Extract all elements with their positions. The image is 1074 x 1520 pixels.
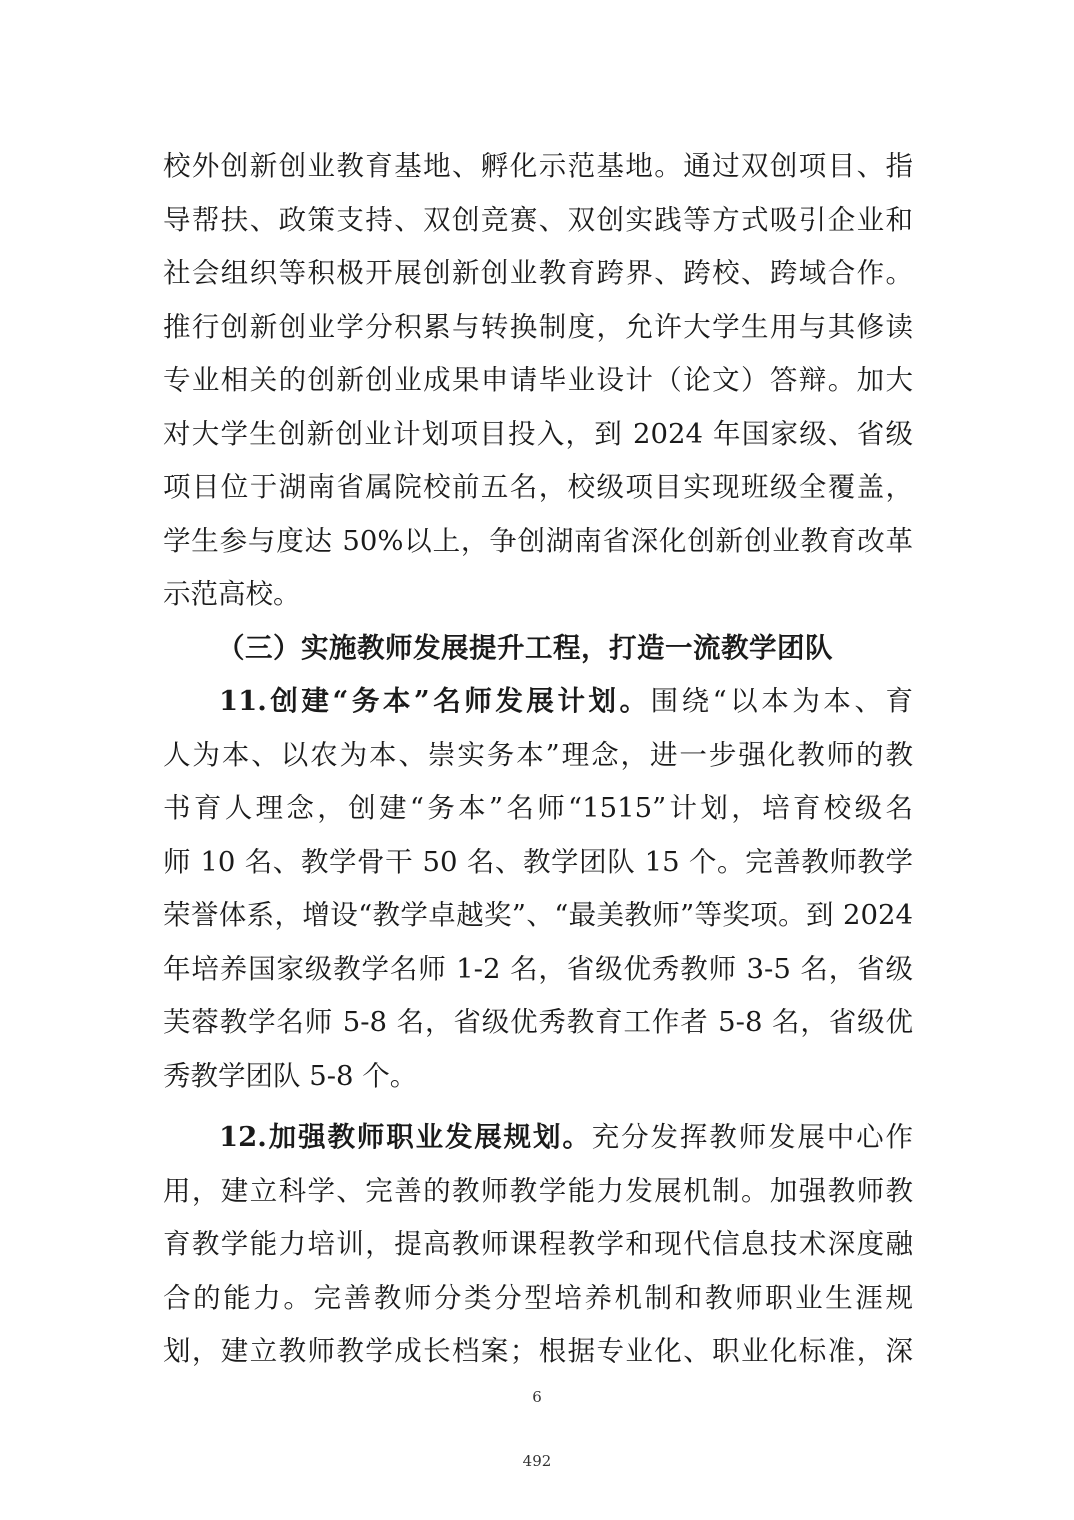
text-line: 专业相关的创新创业成果申请毕业设计（论文）答辩。加大	[163, 364, 913, 396]
item-text: 围绕“以本为本、育	[650, 685, 913, 717]
section-heading: （三）实施教师发展提升工程，打造一流教学团队	[217, 631, 833, 664]
paragraph-item-11	[163, 675, 913, 1103]
text-line: 年培养国家级教学名师 1-2 名，省级优秀教师 3-5 名，省级	[163, 952, 913, 985]
text-line	[163, 1111, 913, 1165]
text-line: 荣誉体系，增设“教学卓越奖”、“最美教师”等奖项。到 2024	[163, 899, 913, 931]
paragraph-spacer	[163, 1103, 913, 1111]
paragraph-innovation-education	[163, 140, 913, 622]
text-line	[163, 675, 913, 729]
text-line: 师 10 名、教学骨干 50 名、教学团队 15 个。完善教师教学	[163, 845, 913, 878]
item-title: 12.加强教师职业发展规划。	[219, 1121, 592, 1153]
text-line: 芙蓉教学名师 5-8 名，省级优秀教育工作者 5-8 名，省级优	[163, 1006, 913, 1038]
text-line: 项目位于湖南省属院校前五名，校级项目实现班级全覆盖，	[163, 471, 913, 503]
text-line: 书育人理念，创建“务本”名师“1515”计划，培育校级名	[163, 792, 913, 824]
text-line: 对大学生创新创业计划项目投入，到 2024 年国家级、省级	[163, 417, 913, 450]
text-line: 秀教学团队 5-8 个。	[163, 1059, 418, 1092]
archive-page-number: 492	[522, 1452, 552, 1470]
text-line: 划，建立教师教学成长档案；根据专业化、职业化标准，深	[163, 1335, 913, 1367]
document-body	[163, 140, 913, 1379]
paragraph-item-12	[163, 1111, 913, 1379]
text-line: 社会组织等积极开展创新创业教育跨界、跨校、跨域合作。	[163, 257, 913, 289]
text-line: 导帮扶、政策支持、双创竞赛、双创实践等方式吸引企业和	[163, 203, 913, 236]
page-number: 6	[532, 1388, 542, 1406]
text-line: 示范高校。	[163, 578, 301, 610]
text-line: 校外创新创业教育基地、孵化示范基地。通过双创项目、指	[163, 150, 913, 182]
text-line: 育教学能力培训，提高教师课程教学和现代信息技术深度融	[163, 1228, 913, 1260]
text-line: 合的能力。完善教师分类分型培养机制和教师职业生涯规	[163, 1281, 913, 1314]
text-line: 人为本、以农为本、崇实务本”理念，进一步强化教师的教	[163, 738, 913, 771]
item-title: 11.创建“务本”名师发展计划。	[219, 685, 651, 717]
item-text: 充分发挥教师发展中心作	[591, 1121, 913, 1153]
text-line: 学生参与度达 50%以上，争创湖南省深化创新创业教育改革	[163, 524, 913, 557]
text-line: 用，建立科学、完善的教师教学能力发展机制。加强教师教	[163, 1174, 913, 1207]
text-line: 推行创新创业学分积累与转换制度，允许大学生用与其修读	[163, 310, 913, 343]
